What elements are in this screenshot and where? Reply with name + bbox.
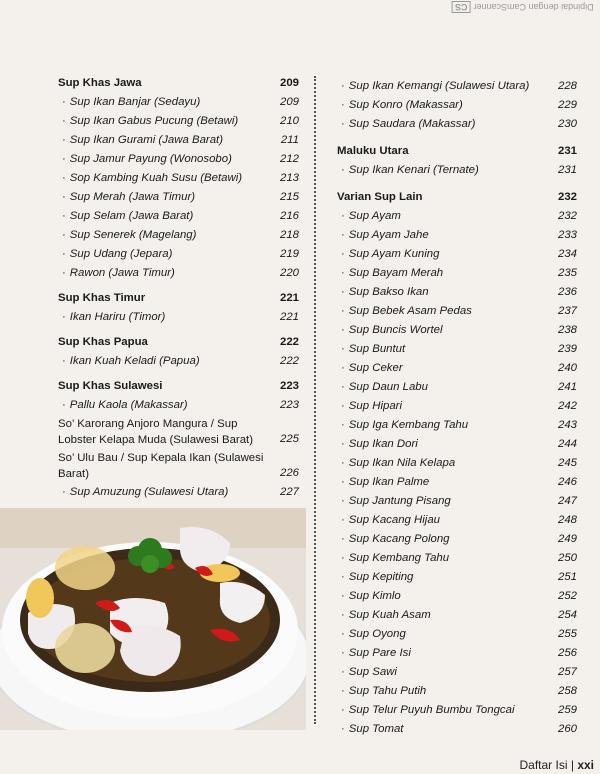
toc-entry[interactable] [58,150,299,169]
entry-title: · Sup Tomat [341,720,403,739]
page-ref: 259 [557,704,577,716]
toc-entry[interactable] [337,568,577,587]
toc-entry[interactable] [58,352,299,371]
page-ref: 252 [557,590,577,602]
toc-entry[interactable] [337,302,577,321]
page-ref: 239 [557,343,577,355]
page-ref: 242 [557,400,577,412]
page-ref: 257 [557,666,577,678]
page-ref: 220 [279,267,299,279]
toc-entry[interactable] [337,283,577,302]
page-ref: 209 [279,77,299,89]
toc-entry[interactable] [337,720,577,739]
page-ref: 227 [279,486,299,498]
page-ref: 254 [557,609,577,621]
page-ref: 238 [557,324,577,336]
toc-entry[interactable] [337,473,577,492]
entry-title: · Sup Oyong [341,625,406,644]
page-ref: 245 [557,457,577,469]
entry-title: · Sup Kimlo [341,587,401,606]
page-ref: 225 [279,433,299,445]
toc-entry[interactable] [337,77,577,96]
entry-title: · Sup Sawi [341,663,397,682]
toc-entry[interactable] [58,415,299,449]
toc-entry[interactable] [337,701,577,720]
entry-title: · Sup Tahu Putih [341,682,426,701]
toc-section-heading[interactable] [58,333,299,352]
toc-section-heading[interactable] [58,74,299,93]
entry-title: · Rawon (Jawa Timur) [62,264,175,283]
entry-title: · Sup Bebek Asam Pedas [341,302,472,321]
toc-entry[interactable] [337,435,577,454]
toc-entry[interactable] [58,449,299,483]
toc-entry[interactable] [337,264,577,283]
toc-entry[interactable] [58,169,299,188]
toc-entry[interactable] [58,207,299,226]
page-ref: 209 [279,96,299,108]
entry-title: · Sup Ceker [341,359,403,378]
toc-left-column [58,74,299,502]
page-ref: 226 [279,467,299,479]
camscanner-icon: CS [452,1,471,13]
page-ref: 250 [557,552,577,564]
toc-entry[interactable] [337,226,577,245]
page-ref: 235 [557,267,577,279]
toc-entry[interactable] [337,606,577,625]
toc-entry[interactable] [337,549,577,568]
toc-entry[interactable] [58,226,299,245]
page-footer [520,758,595,772]
page-ref: 213 [279,172,299,184]
entry-title: · Sop Kambing Kuah Susu (Betawi) [62,169,242,188]
toc-entry[interactable] [337,663,577,682]
page-ref: 258 [557,685,577,697]
toc-entry[interactable] [337,625,577,644]
toc-entry[interactable] [58,245,299,264]
entry-title: So’ Karorang Anjoro Mangura / Sup Lobster Kelapa Muda (Sulawesi Barat) [58,418,254,446]
toc-entry[interactable] [58,483,299,502]
section-title: Sup Khas Timur [58,292,146,304]
page-ref: 232 [557,191,577,203]
entry-title: · Sup Kacang Hijau [341,511,440,530]
column-divider [314,76,316,724]
toc-entry[interactable] [58,264,299,283]
entry-title: · Sup Ayam Kuning [341,245,439,264]
entry-title: · Sup Selam (Jawa Barat) [62,207,193,226]
entry-title: · Sup Kuah Asam [341,606,431,625]
toc-entry[interactable] [337,454,577,473]
page-ref: 233 [557,229,577,241]
page-ref: 260 [557,723,577,735]
page-ref: 244 [557,438,577,450]
page-ref: 223 [279,380,299,392]
page-ref: 231 [557,164,577,176]
footer-section: Daftar Isi | [519,758,574,772]
page-ref: 210 [279,115,299,127]
entry-title: · Sup Saudara (Makassar) [341,115,475,134]
watermark-text: Dipindai dengan CamScanner [473,2,594,12]
page-ref: 237 [557,305,577,317]
page-ref: 216 [279,210,299,222]
entry-title: · Sup Buntut [341,340,405,359]
entry-title: · Pallu Kaola (Makassar) [62,396,188,415]
toc-entry[interactable] [337,492,577,511]
page-ref: 228 [557,80,577,92]
entry-title: · Sup Merah (Jawa Timur) [62,188,195,207]
toc-entry[interactable] [58,308,299,327]
page-ref: 211 [280,134,299,146]
toc-section-heading[interactable] [337,188,577,207]
page-ref: 247 [557,495,577,507]
toc-entry[interactable] [58,93,299,112]
page-ref: 223 [279,399,299,411]
entry-title: · Sup Daun Labu [341,378,428,397]
page-ref: 232 [557,210,577,222]
page-ref: 229 [557,99,577,111]
page-ref: 231 [557,145,577,157]
entry-title: · Sup Konro (Makassar) [341,96,463,115]
section-title: Sup Khas Sulawesi [58,380,163,392]
entry-title: · Sup Senerek (Magelang) [62,226,196,245]
section-spacer [337,180,577,188]
toc-entry[interactable] [337,321,577,340]
entry-title: · Sup Amuzung (Sulawesi Utara) [62,483,228,502]
entry-title: · Sup Buncis Wortel [341,321,443,340]
toc-right-column [337,77,577,739]
entry-title: · Sup Ikan Nila Kelapa [341,454,455,473]
entry-title: · Sup Ikan Banjar (Sedayu) [62,93,200,112]
toc-entry[interactable] [337,161,577,180]
toc-entry[interactable] [337,96,577,115]
entry-title: · Sup Bayam Merah [341,264,443,283]
toc-section-heading[interactable] [58,289,299,308]
toc-entry[interactable] [337,115,577,134]
page-ref: 221 [279,292,299,304]
toc-entry[interactable] [337,587,577,606]
page-ref: 241 [557,381,577,393]
page-ref: 221 [279,311,299,323]
page-ref: 219 [279,248,299,260]
toc-entry[interactable] [58,112,299,131]
entry-title: · Sup Pare Isi [341,644,411,663]
entry-title: · Sup Ikan Kenari (Ternate) [341,161,479,180]
entry-title: · Sup Udang (Jepara) [62,245,172,264]
page-ref: 256 [557,647,577,659]
entry-title: · Sup Kacang Polong [341,530,450,549]
toc-entry[interactable] [337,682,577,701]
toc-entry[interactable] [337,644,577,663]
page-ref: 251 [557,571,577,583]
entry-title: · Sup Jantung Pisang [341,492,451,511]
entry-title: · Sup Ikan Dori [341,435,418,454]
entry-title: · Sup Hipari [341,397,402,416]
entry-title: · Sup Ayam [341,207,401,226]
section-title: Sup Khas Jawa [58,77,142,89]
section-spacer [337,134,577,142]
page-ref: 215 [279,191,299,203]
entry-title: · Sup Bakso Ikan [341,283,429,302]
soup-bowl-illustration [0,508,306,730]
entry-title: · Ikan Kuah Keladi (Papua) [62,352,200,371]
page-ref: 246 [557,476,577,488]
entry-title: · Sup Iga Kembang Tahu [341,416,468,435]
toc-entry[interactable] [337,378,577,397]
page-number: xxi [577,758,594,772]
toc-entry[interactable] [337,397,577,416]
page-ref: 248 [557,514,577,526]
page-ref: 222 [279,336,299,348]
entry-title: · Sup Kembang Tahu [341,549,449,568]
toc-section-heading[interactable] [58,377,299,396]
section-title: Varian Sup Lain [337,191,423,203]
entry-title: · Sup Ikan Gurami (Jawa Barat) [62,131,223,150]
section-title: Sup Khas Papua [58,336,148,348]
toc-entry[interactable] [337,340,577,359]
page-ref: 218 [279,229,299,241]
page-ref: 222 [279,355,299,367]
entry-title: · Sup Jamur Payung (Wonosobo) [62,150,232,169]
entry-title: · Sup Ikan Gabus Pucung (Betawi) [62,112,238,131]
entry-title: · Ikan Hariru (Timor) [62,308,165,327]
toc-section-heading[interactable] [337,142,577,161]
entry-title: · Sup Ikan Kemangi (Sulawesi Utara) [341,77,529,96]
page-ref: 230 [557,118,577,130]
entry-title: · Sup Telur Puyuh Bumbu Tongcai [341,701,515,720]
page-ref: 234 [557,248,577,260]
toc-entry[interactable] [337,416,577,435]
toc-entry[interactable] [337,207,577,226]
toc-entry[interactable] [337,359,577,378]
entry-title: · Sup Ayam Jahe [341,226,429,245]
section-title: Maluku Utara [337,145,409,157]
entry-title: · Sup Kepiting [341,568,413,587]
page-ref: 249 [557,533,577,545]
toc-entry[interactable] [58,131,299,150]
toc-entry[interactable] [58,396,299,415]
toc-entry[interactable] [58,188,299,207]
toc-entry[interactable] [337,511,577,530]
soup-photo [0,508,306,730]
page-ref: 236 [557,286,577,298]
toc-entry[interactable] [337,245,577,264]
entry-title: So’ Ulu Bau / Sup Kepala Ikan (Sulawesi Barat) [58,452,264,480]
page-ref: 255 [557,628,577,640]
page-ref: 240 [557,362,577,374]
page-ref: 212 [279,153,299,165]
toc-entry[interactable] [337,530,577,549]
scanner-watermark [452,2,594,12]
page-ref: 243 [557,419,577,431]
entry-title: · Sup Ikan Palme [341,473,429,492]
